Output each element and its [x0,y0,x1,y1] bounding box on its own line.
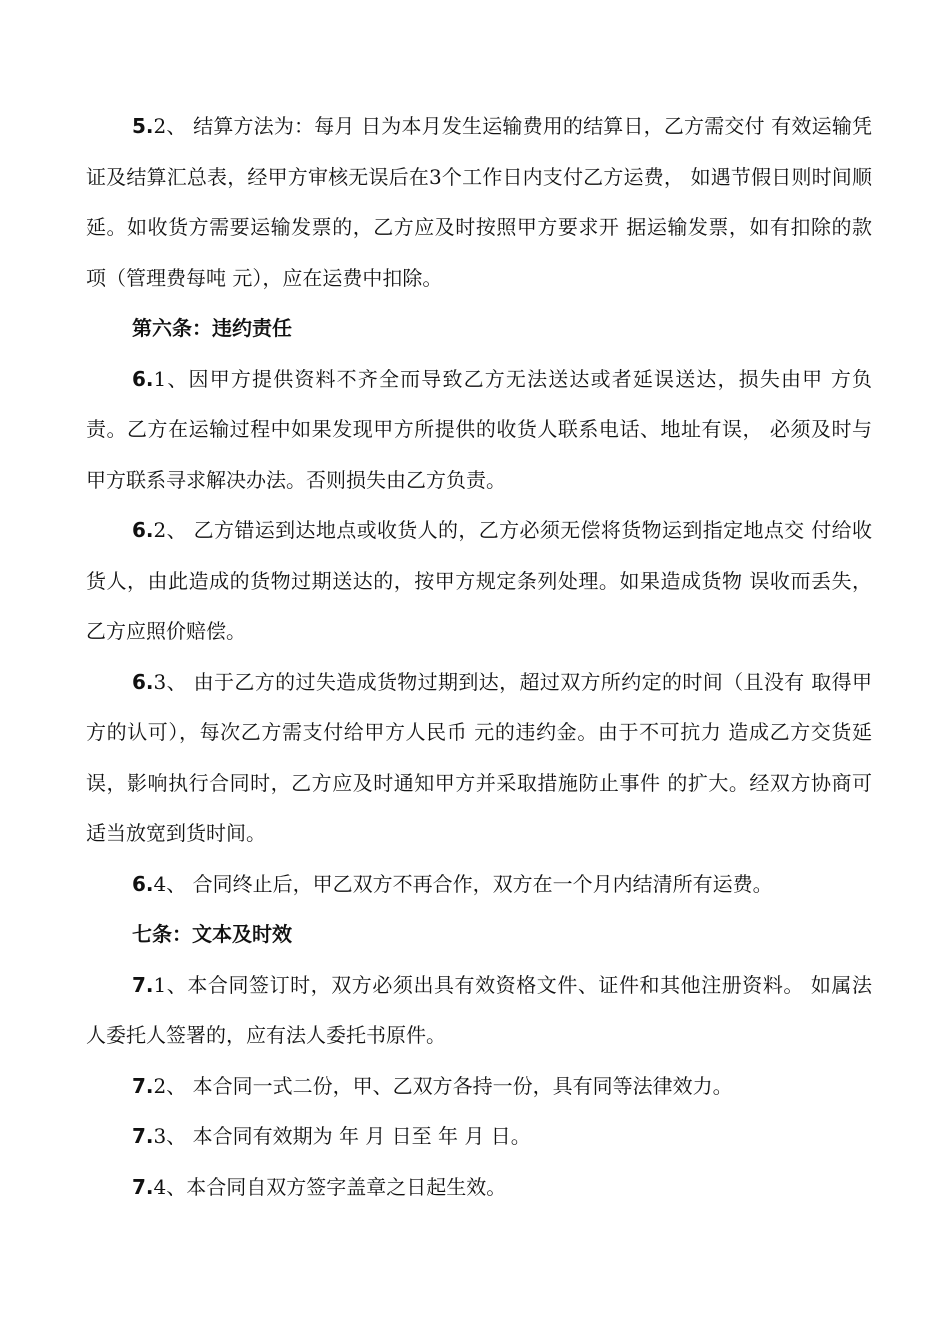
clause-text: 1、因甲方提供资料不齐全而导致乙方无法送达或者延误送达，损失由甲 方负责。乙方在运输过程中如果发现甲方所提供的收货人联系电话、地址有误， 必须及时与甲方联系寻求解决办法。否则损失由乙方负责。 [86,366,872,492]
clause-7-1 [86,960,872,1061]
clause-number: 6. [132,669,154,694]
clause-text: 2、 结算方法为：每月 日为本月发生运输费用的结算日，乙方需交付 有效运输凭证及结算汇总表，经甲方审核无误后在3个工作日内支付乙方运费， 如遇节假日则时间顺延。如收货方需要运输发票的，乙方应及时按照甲方要求开 据运输发票，如有扣除的款项（管理费每吨 元），应在运费中扣除。 [86,114,872,290]
clause-7-4 [86,1162,872,1213]
clause-number: 6. [132,366,154,391]
clause-number: 6. [132,518,154,542]
clause-number: 5. [132,114,154,138]
section-heading-6: 第六条：违约责任 [132,316,292,340]
section-heading-7: 七条：文本及时效 [132,922,292,946]
clause-number: 7. [132,972,154,997]
clause-6-3 [86,657,872,859]
clause-text: 2、 乙方错运到达地点或收货人的，乙方必须无偿将货物运到指定地点交 付给收货人，由此造成的货物过期送达的，按甲方规定条列处理。如果造成货物 误收而丢失，乙方应照价赔偿。 [86,518,872,643]
clause-text: 4、 合同终止后，甲乙双方不再合作，双方在一个月内结清所有运费。 [153,871,773,896]
clause-text: 3、 由于乙方的过失造成货物过期到达，超过双方所约定的时间（且没有 取得甲方的认可），每次乙方需支付给甲方人民币 元的违约金。由于不可抗力 造成乙方交货延误，影响执行合同时，乙方应及时通知甲方并采取措施防止事件 的扩大。经双方协商可适当放宽到货时间。 [86,669,872,845]
clause-number: 7. [132,1073,154,1098]
clause-6-4 [86,859,872,910]
clause-6-2 [86,505,872,657]
clause-5-2 [86,101,872,303]
clause-7-2 [86,1061,872,1112]
clause-text: 1、本合同签订时，双方必须出具有效资格文件、证件和其他注册资料。 如属法人委托人签署的，应有法人委托书原件。 [86,972,872,1047]
clause-text: 4、本合同自双方签字盖章之日起生效。 [153,1174,507,1199]
clause-number: 7. [132,1174,154,1199]
clause-number: 6. [132,871,154,896]
clause-number: 7. [132,1124,154,1148]
clause-7-3 [86,1111,872,1162]
clause-6-1 [86,354,872,506]
clause-text: 3、 本合同有效期为 年 月 日至 年 月 日。 [153,1124,531,1148]
clause-text: 2、 本合同一式二份，甲、乙双方各持一份，具有同等法律效力。 [153,1073,733,1098]
